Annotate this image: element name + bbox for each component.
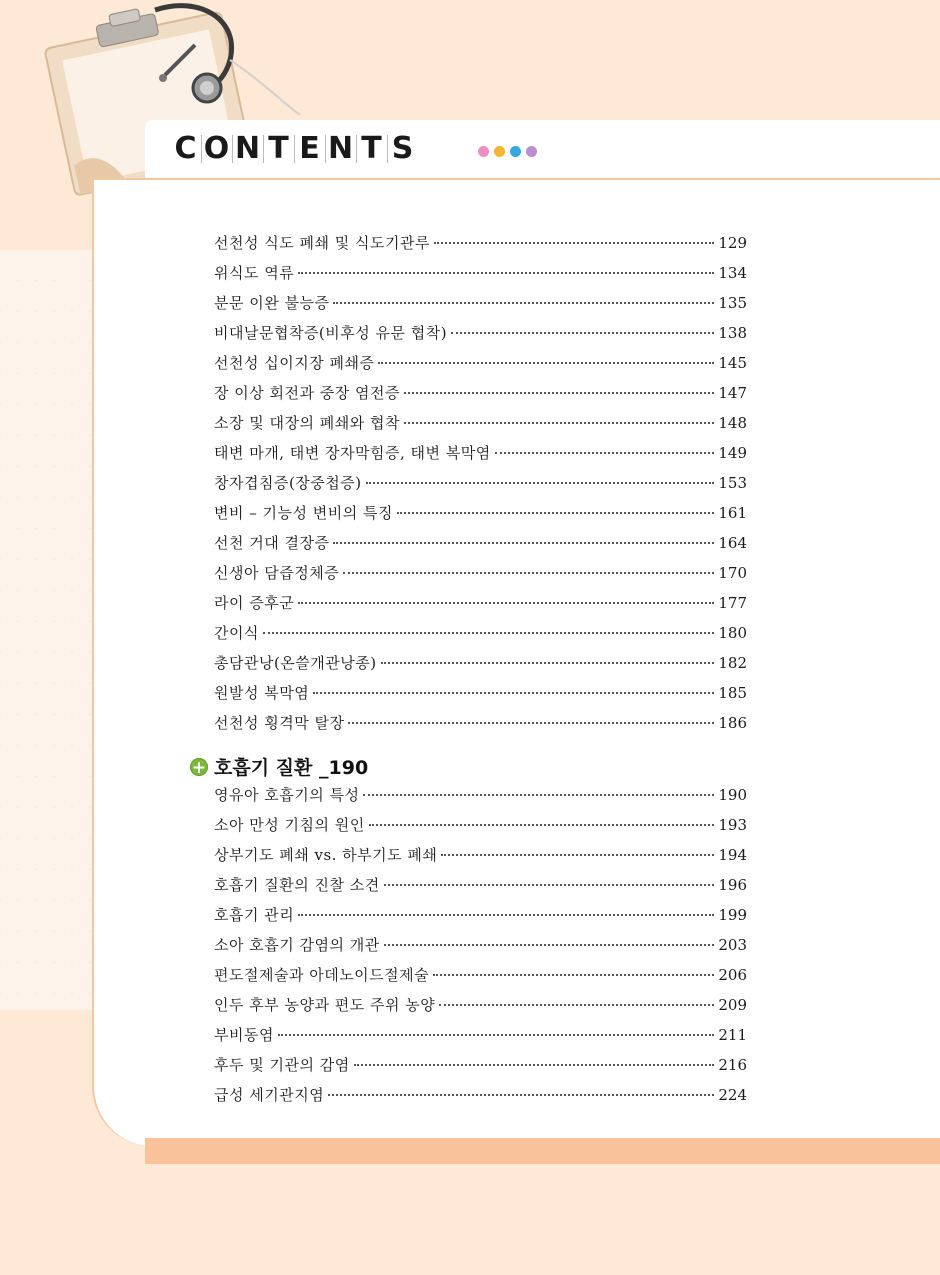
toc-entry-page: 145 [718,354,747,372]
toc-entry[interactable] [214,904,747,934]
toc-entry-page: 194 [718,846,747,864]
toc-entry[interactable] [214,814,747,844]
plus-circle-icon: + [191,757,207,778]
title-letter: T [361,131,383,166]
toc-entry-title: 영유아 호흡기의 특성 [214,786,360,804]
toc-entry-page: 193 [718,816,747,834]
toc-entry[interactable] [214,262,747,292]
toc-entry-title: 편도절제술과 아데노이드절제술 [214,966,430,984]
toc-entry-title: 장 이상 회전과 중장 염전증 [214,384,400,402]
dot-leader [298,914,714,916]
toc-entry-title: 선천성 식도 폐쇄 및 식도기관루 [214,234,430,252]
dot-leader [343,572,714,574]
toc-entry-title: 호흡기 관리 [214,906,295,924]
toc-entry-page: 209 [718,996,747,1014]
toc-entry[interactable] [214,1054,747,1084]
toc-entry[interactable] [214,322,747,352]
toc-entry[interactable] [214,1024,747,1054]
toc-entry-page: 134 [718,264,747,282]
toc-entry-title: 라이 증후군 [214,594,295,612]
toc-entry-page: 206 [718,966,747,984]
title-separator [294,135,295,163]
toc-entry[interactable] [214,232,747,262]
dot-leader [378,362,714,364]
yellow-dot [494,146,505,157]
pink-dot [478,146,489,157]
toc-entry-page: 147 [718,384,747,402]
dot-leader [433,974,714,976]
toc-entry-title: 인두 후부 농양과 편도 주위 농양 [214,996,436,1014]
title-separator [201,135,202,163]
toc-entry-page: 196 [718,876,747,894]
dot-leader [363,794,714,796]
toc-entry[interactable] [214,964,747,994]
toc-entry[interactable] [214,712,747,742]
toc-entry-page: 138 [718,324,747,342]
toc-entry-page: 164 [718,534,747,552]
title-dots [478,146,537,157]
title-separator [325,135,326,163]
dot-leader [434,242,714,244]
toc-entry-title: 창자겹침증(장중첩증) [214,474,362,492]
toc-entry-title: 급성 세기관지염 [214,1086,325,1104]
toc-list-part1 [214,232,747,742]
dot-leader [441,854,714,856]
toc-list-part2 [214,784,747,1114]
title-separator [387,135,388,163]
toc-entry-page: 203 [718,936,747,954]
section-title: 호흡기 질환 _190 [214,757,369,779]
toc-entry-page: 180 [718,624,747,642]
toc-entry[interactable] [214,562,747,592]
dot-leader [348,722,714,724]
toc-entry-title: 선천 거대 결장증 [214,534,330,552]
toc-entry-page: 186 [718,714,747,732]
toc-entry-page: 185 [718,684,747,702]
toc-entry-title: 후두 및 기관의 감염 [214,1056,350,1074]
toc-entry[interactable] [214,292,747,322]
dot-leader [384,884,715,886]
title-letter: O [203,131,231,166]
toc-entry-page: 135 [718,294,747,312]
toc-entry[interactable] [214,874,747,904]
purple-dot [526,146,537,157]
toc-entry-title: 원발성 복막염 [214,684,310,702]
toc-entry-page: 211 [718,1026,747,1044]
dot-leader [354,1064,715,1066]
toc-entry-page: 170 [718,564,747,582]
title-separator [263,135,264,163]
dot-leader [328,1094,714,1096]
toc-entry-title: 호흡기 질환의 진찰 소견 [214,876,380,894]
toc-entry-page: 153 [718,474,747,492]
dot-leader [333,542,714,544]
toc-entry[interactable] [214,532,747,562]
toc-entry-title: 분문 이완 불능증 [214,294,330,312]
toc-entry-title: 선천성 십이지장 폐쇄증 [214,354,375,372]
toc-entry-title: 위식도 역류 [214,264,295,282]
dot-leader [381,662,715,664]
dot-leader [439,1004,714,1006]
toc-entry[interactable] [214,622,747,652]
dot-leader [313,692,714,694]
toc-entry[interactable] [214,1084,747,1114]
bottom-band [145,1138,940,1164]
dot-leader [404,422,714,424]
toc-entry[interactable] [214,382,747,412]
toc-entry-title: 소아 만성 기침의 원인 [214,816,365,834]
toc-entry[interactable] [214,652,747,682]
toc-entry-page: 182 [718,654,747,672]
dot-leader [333,302,714,304]
dot-leader [404,392,714,394]
toc-entry-page: 216 [718,1056,747,1074]
toc-entry[interactable] [214,784,747,814]
toc-entry-page: 148 [718,414,747,432]
toc-entry[interactable] [214,352,747,382]
toc-entry-title: 비대날문협착증(비후성 유문 협착) [214,324,448,342]
toc-entry-page: 199 [718,906,747,924]
toc-entry-title: 부비동염 [214,1026,274,1044]
toc-entry-title: 신생아 담즙정체증 [214,564,340,582]
section-heading[interactable] [190,753,368,780]
toc-entry-page: 224 [718,1086,747,1104]
toc-entry[interactable] [214,442,747,472]
toc-entry-title: 소아 호흡기 감염의 개관 [214,936,380,954]
title-separator [356,135,357,163]
dot-leader [366,482,715,484]
side-pattern [0,250,92,1010]
toc-entry[interactable] [214,844,747,874]
contents-title [172,131,417,166]
toc-entry[interactable] [214,934,747,964]
title-letter: N [327,131,355,166]
dot-leader [384,944,715,946]
toc-entry-title: 선천성 횡격막 탈장 [214,714,345,732]
toc-entry-page: 177 [718,594,747,612]
title-letter: S [391,131,415,166]
toc-entry-page: 129 [718,234,747,252]
dot-leader [451,332,714,334]
toc-entry[interactable] [214,994,747,1024]
toc-entry-title: 총담관낭(온쓸개관낭종) [214,654,377,672]
title-separator [232,135,233,163]
toc-entry-title: 상부기도 폐쇄 vs. 하부기도 폐쇄 [214,846,438,864]
dot-leader [369,824,715,826]
title-letter: E [299,131,321,166]
dot-leader [263,632,714,634]
title-letter: T [268,131,290,166]
toc-entry[interactable] [214,592,747,622]
toc-entry-page: 149 [718,444,747,462]
toc-entry[interactable] [214,682,747,712]
title-letter: N [234,131,262,166]
dot-leader [298,602,714,604]
blue-dot [510,146,521,157]
toc-entry-page: 190 [718,786,747,804]
toc-entry[interactable] [214,412,747,442]
title-letter: C [174,131,198,166]
dot-leader [278,1034,714,1036]
toc-entry-title: 소장 및 대장의 폐쇄와 협착 [214,414,400,432]
dot-leader [495,452,715,454]
toc-entry[interactable] [214,472,747,502]
toc-entry-page: 161 [718,504,747,522]
toc-entry[interactable] [214,502,747,532]
toc-entry-title: 간이식 [214,624,259,642]
dot-leader [298,272,714,274]
toc-entry-title: 태변 마개, 태변 장자막힘증, 태변 복막염 [214,444,491,462]
toc-entry-title: 변비 – 기능성 변비의 특징 [214,504,393,522]
dot-leader [397,512,714,514]
